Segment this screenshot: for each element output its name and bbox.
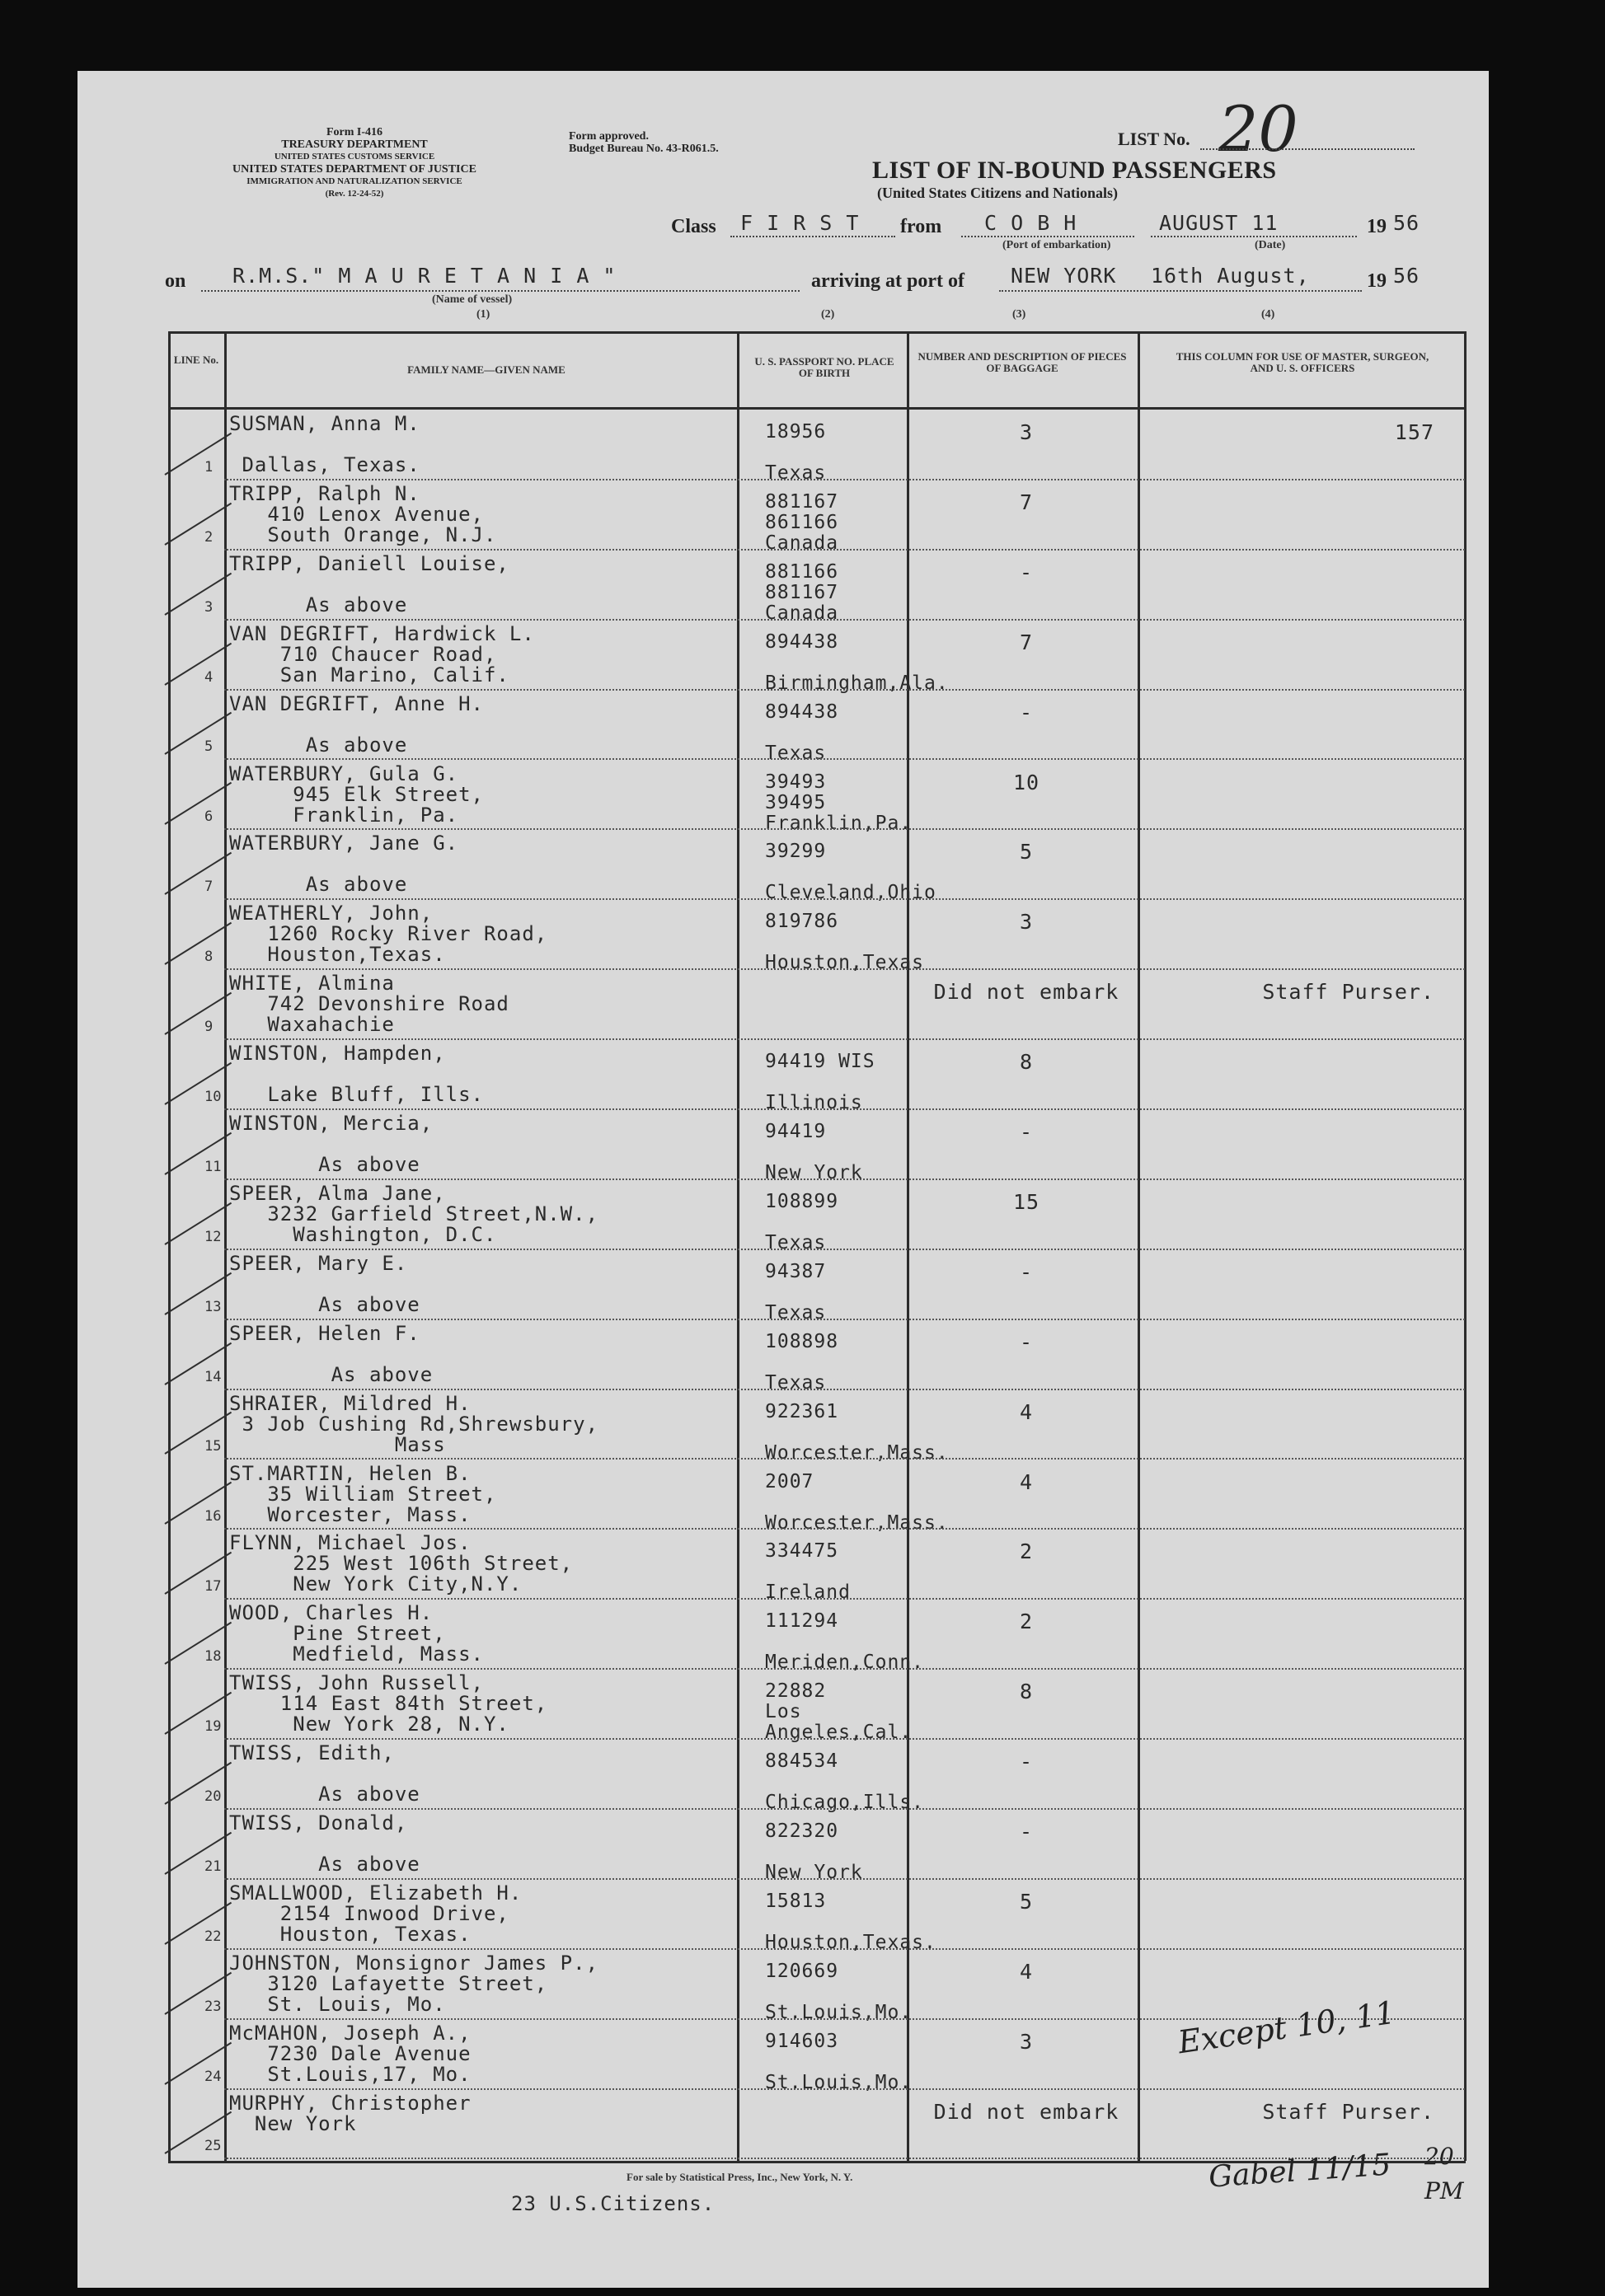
row-line-number: 22 [204,1928,222,1945]
checkmark-tick [164,712,232,755]
passenger-name: WEATHERLY, John, 1260 Rocky River Road, Houston,Texas. [229,902,548,967]
table-row [0,621,1605,694]
checkmark-tick [164,2111,232,2154]
table-row [0,970,1605,1040]
baggage-count: 3 [1019,420,1034,444]
passport-birthplace: 94387 Texas [765,1260,827,1324]
passenger-name: SPEER, Helen F. As above [229,1321,434,1386]
table-row [0,1320,1605,1394]
table-row [0,480,1605,554]
row-line-number: 10 [204,1088,222,1105]
arrival-year: 56 [1393,264,1420,288]
table-row [0,830,1605,904]
row-line-number: 19 [204,1718,222,1736]
vessel-line [201,290,800,292]
passport-birthplace: 15813 Houston,Texas. [765,1890,936,1953]
col-head-baggage: NUMBER AND DESCRIPTION OF PIECES OF BAGGAGE [917,350,1127,374]
col-head-name: FAMILY NAME—GIVEN NAME [407,363,566,376]
passenger-name: ST.MARTIN, Helen B. 35 William Street, Worcester, Mass. [229,1461,497,1526]
checkmark-tick [164,1971,232,2014]
embark-port: C O B H [984,211,1077,235]
on-label: on [165,270,186,292]
officer-remark: Staff Purser. [1262,980,1434,1005]
row-line-number: 3 [204,598,214,616]
baggage-count: 8 [1019,1680,1034,1704]
checkmark-tick [164,992,232,1035]
checkmark-tick [164,1202,232,1245]
date-caption: (Date) [1255,239,1286,251]
checkmark-tick [164,1692,232,1735]
passenger-name: WINSTON, Mercia, As above [229,1112,434,1176]
list-no-line [1200,148,1415,150]
class-value: F I R S T [740,211,860,235]
passport-birthplace: 2007 Worcester,Mass. [765,1470,949,1534]
passenger-name: VAN DEGRIFT, Hardwick L. 710 Chaucer Road, San Marino, Calif. [229,621,535,686]
col-num-4: (4) [1261,308,1275,321]
checkmark-tick [164,1482,232,1525]
checkmark-tick [164,852,232,895]
table-row [0,1810,1605,1883]
passport-birthplace: 881167 861166 Canada [765,490,839,554]
row-line-number: 23 [204,1998,222,2015]
checkmark-tick [164,1622,232,1665]
from-label: from [900,216,942,237]
passport-birthplace: 922361 Worcester,Mass. [765,1400,949,1464]
ins-line: IMMIGRATION AND NATURALIZATION SERVICE [246,176,462,186]
table-row [0,1040,1605,1114]
row-line-number: 9 [204,1019,214,1036]
passenger-name: VAN DEGRIFT, Anne H. As above [229,691,484,757]
passenger-name: TRIPP, Ralph N. 410 Lenox Avenue, South Orange, N.J. [229,481,497,546]
baggage-count: 3 [1019,2029,1034,2054]
baggage-count: 4 [1019,1469,1034,1494]
baggage-count: Did not embark [933,980,1119,1005]
arrival-line [999,290,1362,292]
form-header-left [165,126,544,200]
row-line-number: 17 [204,1578,222,1595]
row-line-number: 18 [204,1648,222,1666]
checkmark-tick [164,782,232,825]
passport-birthplace: 22882 Los Angeles,Cal. [765,1680,913,1744]
baggage-count: - [1019,1120,1034,1144]
year-prefix: 19 [1367,216,1387,237]
arrival-date: 16th August, [1151,264,1310,288]
baggage-count: 10 [1012,770,1040,794]
table-row [0,410,1605,484]
passenger-name: WATERBURY, Jane G. As above [229,832,459,897]
passport-birthplace: 94419 New York [765,1121,863,1183]
col-num-2: (2) [821,308,835,321]
baggage-count: - [1019,700,1034,724]
passport-birthplace: 39493 39495 Franklin,Pa. [765,771,913,834]
form-number: Form I-416 [326,126,383,138]
passenger-name: TWISS, Donald, As above [229,1811,420,1876]
row-line-number: 15 [204,1438,222,1455]
passport-birthplace: 914603 St.Louis,Mo. [765,2030,913,2093]
passport-birthplace: 334475 Ireland [765,1540,851,1604]
passport-birthplace: 822320 New York [765,1820,863,1883]
baggage-count: - [1019,1750,1034,1774]
officer-remark: Staff Purser. [1262,2099,1434,2124]
list-subtitle: (United States Citizens and Nationals) [877,185,1119,201]
row-line-number: 21 [204,1858,222,1875]
form-approved: Form approved. [569,130,649,143]
passport-birthplace: 108898 Texas [765,1330,839,1394]
checkmark-tick [164,642,232,685]
baggage-count: 4 [1019,1399,1034,1424]
passenger-name: TWISS, Edith, As above [229,1741,420,1806]
table-top-rule [168,331,1466,334]
passenger-name: SPEER, Alma Jane, 3232 Garfield Street,N.W., Washington, D.C. [229,1181,599,1246]
passenger-name: SUSMAN, Anna M. Dallas, Texas. [229,412,420,476]
passenger-name: McMAHON, Joseph A., 7230 Dale Avenue St.Louis,17, Mo. [229,2021,472,2086]
col-num-3: (3) [1012,308,1026,321]
list-no-value: 20 [1218,92,1298,166]
row-line-number: 2 [204,528,214,546]
baggage-count: Did not embark [933,2099,1119,2124]
checkmark-tick [164,1342,232,1385]
passport-birthplace: 108899 Texas [765,1190,839,1253]
passenger-name: SHRAIER, Mildred H. 3 Job Cushing Rd,Shrewsbury, Mass [229,1391,599,1456]
table-row [0,1390,1605,1464]
baggage-count: 2 [1019,1610,1034,1634]
table-row [0,1530,1605,1604]
table-row [0,691,1605,764]
row-line-number: 16 [204,1508,222,1525]
checkmark-tick [164,503,232,546]
baggage-count: - [1019,1820,1034,1844]
passenger-name: WHITE, Almina 742 Devonshire Road Waxahachie [229,972,509,1037]
checkmark-tick [164,1132,232,1175]
customs-line: UNITED STATES CUSTOMS SERVICE [274,152,435,162]
row-line-number: 13 [204,1298,222,1315]
row-line-number: 25 [204,2138,222,2155]
row-line-number: 11 [204,1158,222,1175]
passenger-name: JOHNSTON, Monsignor James P., 3120 Lafayette Street, St. Louis, Mo. [229,1951,599,2016]
passport-birthplace: 120669 St.Louis,Mo. [765,1960,913,2023]
row-line-number: 4 [204,668,214,686]
revision-line: (Rev. 12-24-52) [325,189,384,199]
table-row [0,1110,1605,1183]
baggage-count: 7 [1019,630,1034,654]
baggage-count: 2 [1019,1539,1034,1564]
passport-birthplace: 94419 WIS Illinois [765,1051,875,1114]
row-line-number: 5 [204,738,214,756]
passenger-name: FLYNN, Michael Jos. 225 West 106th Street, New York City,N.Y. [229,1531,574,1596]
passport-birthplace: 18956 Texas [765,421,827,484]
arrival-year-prefix: 19 [1367,270,1387,292]
row-line-number: 1 [204,458,214,476]
handwritten-except-note: Except 10, 11 [1176,1994,1398,2061]
table-row [0,1880,1605,1953]
baggage-count: 5 [1019,840,1034,865]
list-no-label: LIST No. [1118,129,1190,149]
passport-birthplace: 111294 Meriden,Conn. [765,1610,925,1674]
row-line-number: 20 [204,1788,222,1805]
baggage-count: 3 [1019,910,1034,935]
arrival-port: NEW YORK [1011,264,1117,288]
col-head-line-no: LINE No. [173,354,219,366]
passenger-name: WOOD, Charles H. Pine Street, Medfield, Mass. [229,1601,484,1666]
vessel-caption: (Name of vessel) [432,293,513,306]
budget-bureau: Budget Bureau No. 43-R061.5. [569,143,719,155]
table-header-rule [168,407,1466,410]
row-line-number: 7 [204,879,214,896]
checkmark-tick [164,1272,232,1314]
col-num-1: (1) [476,308,490,321]
table-row [0,1600,1605,1674]
checkmark-tick [164,1552,232,1595]
passenger-name: SMALLWOOD, Elizabeth H. 2154 Inwood Drive, Houston, Texas. [229,1881,523,1946]
table-row [0,900,1605,974]
footer-total: 23 U.S.Citizens. [511,2192,716,2215]
date-line [1151,236,1357,237]
table-row [0,1670,1605,1744]
justice-line: UNITED STATES DEPARTMENT OF JUSTICE [232,163,476,176]
list-title: LIST OF IN-BOUND PASSENGERS [872,157,1277,184]
passport-birthplace: 894438 Birmingham,Ala. [765,630,949,694]
class-label: Class [671,216,716,237]
table-row [0,1180,1605,1253]
arriving-label: arriving at port of [811,270,964,292]
baggage-count: - [1019,1259,1034,1284]
passport-birthplace: 881166 881167 Canada [765,560,839,624]
passenger-name: TWISS, John Russell, 114 East 84th Street, New York 28, N.Y. [229,1671,548,1736]
baggage-count: - [1019,1329,1034,1354]
year-value: 56 [1393,211,1420,235]
checkmark-tick [164,922,232,965]
baggage-count: 5 [1019,1889,1034,1914]
passenger-name: TRIPP, Daniell Louise, As above [229,551,509,616]
passport-birthplace: 884534 Chicago,Ills. [765,1750,925,1814]
baggage-count: 8 [1019,1050,1034,1075]
col-head-officers: THIS COLUMN FOR USE OF MASTER, SURGEON, AND U. S. OFFICERS [1176,350,1429,374]
passport-birthplace: 894438 Texas [765,701,839,764]
baggage-count: 15 [1012,1189,1040,1214]
checkmark-tick [164,1832,232,1875]
passenger-name: SPEER, Mary E. As above [229,1251,420,1316]
passenger-name: WINSTON, Hampden, Lake Bluff, Ills. [229,1042,484,1107]
col-head-passport: U. S. PASSPORT NO. PLACE OF BIRTH [754,355,894,379]
checkmark-tick [164,572,232,615]
table-row [0,1250,1605,1324]
baggage-count: 4 [1019,1959,1034,1984]
officer-remark: 157 [1394,420,1434,444]
table-row [0,1740,1605,1814]
baggage-count: 7 [1019,490,1034,514]
row-line-number: 24 [204,2068,222,2085]
checkmark-tick [164,1412,232,1455]
port-caption: (Port of embarkation) [1002,239,1111,251]
checkmark-tick [164,2041,232,2084]
checkmark-tick [164,1902,232,1945]
handwritten-bottom-note: Gabel 11/15 [1207,2148,1392,2195]
row-line-number: 12 [204,1228,222,1245]
row-line-number: 8 [204,949,214,966]
passenger-name: MURPHY, Christopher New York [229,2091,472,2135]
class-line [730,236,895,237]
checkmark-tick [164,1062,232,1105]
footer-printer: For sale by Statistical Press, Inc., New York, N. Y. [627,2171,853,2183]
checkmark-tick [164,433,232,476]
form-approval [569,130,816,155]
handwritten-corner-note: 20 PM [1424,2143,1464,2205]
row-line-number: 14 [204,1368,222,1385]
checkmark-tick [164,1762,232,1805]
table-row [0,551,1605,624]
vessel-name: R.M.S." M A U R E T A N I A " [232,264,617,288]
embark-date: AUGUST 11 [1159,211,1279,235]
passport-birthplace: 819786 Houston,Texas [765,911,925,974]
table-row [0,1460,1605,1534]
row-line-number: 6 [204,808,214,826]
treasury-line: TREASURY DEPARTMENT [281,138,428,151]
baggage-count: - [1019,560,1034,584]
passport-birthplace: 39299 Cleveland,Ohio [765,841,936,904]
port-line [961,236,1134,237]
passenger-name: WATERBURY, Gula G. 945 Elk Street, Franklin, Pa. [229,761,484,827]
table-row [0,761,1605,834]
